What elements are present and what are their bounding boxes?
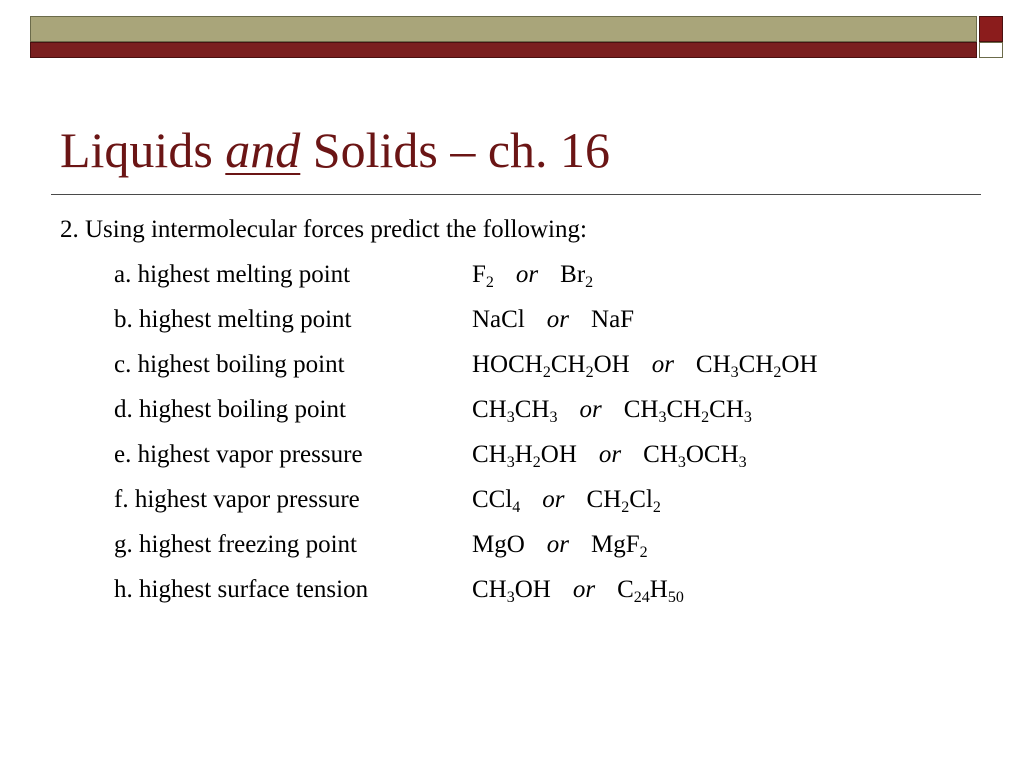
compound-right bbox=[560, 261, 594, 291]
compound-right bbox=[591, 306, 634, 333]
compound-left bbox=[472, 351, 630, 381]
or-connector: or bbox=[546, 531, 570, 558]
compound-left bbox=[472, 531, 525, 558]
formula-subscript: 3 bbox=[738, 454, 747, 471]
formula-subscript: 2 bbox=[652, 499, 661, 516]
compound-left bbox=[472, 441, 577, 471]
formula-text: Br bbox=[560, 261, 586, 288]
item-label: h. highest surface tension bbox=[114, 576, 369, 603]
compound-right bbox=[617, 576, 684, 606]
formula-text: CH bbox=[550, 351, 586, 378]
item-label: e. highest vapor pressure bbox=[114, 441, 363, 468]
header-band bbox=[30, 16, 977, 42]
item-label: b. highest melting point bbox=[114, 306, 352, 333]
formula-subscript: 3 bbox=[677, 454, 686, 471]
compound-pair bbox=[472, 528, 648, 562]
formula-subscript: 2 bbox=[639, 544, 648, 561]
compound-right bbox=[586, 486, 661, 516]
formula-subscript: 50 bbox=[667, 589, 684, 606]
formula-subscript: 2 bbox=[701, 409, 710, 426]
formula-text: CH bbox=[738, 351, 774, 378]
formula-subscript: 2 bbox=[773, 364, 782, 381]
or-connector: or bbox=[515, 261, 539, 288]
formula-text: H bbox=[649, 576, 668, 603]
formula-subscript: 24 bbox=[633, 589, 650, 606]
or-connector: or bbox=[542, 486, 565, 513]
compound-left bbox=[472, 396, 558, 426]
title-part-2: Solids – ch. 16 bbox=[300, 122, 611, 178]
item-label: c. highest boiling point bbox=[114, 351, 345, 378]
or-connector: or bbox=[598, 441, 622, 468]
item-label: f. highest vapor pressure bbox=[114, 486, 360, 513]
formula-text: NaCl bbox=[472, 306, 525, 333]
compound-pair bbox=[472, 483, 661, 517]
formula-subscript: 2 bbox=[621, 499, 630, 516]
compound-right bbox=[643, 441, 747, 471]
formula-subscript: 3 bbox=[506, 589, 515, 606]
formula-text: MgF bbox=[591, 531, 640, 558]
or-connector: or bbox=[651, 351, 674, 378]
formula-text: NaF bbox=[591, 306, 635, 333]
corner-square-outline bbox=[979, 42, 1003, 58]
compound-right bbox=[623, 396, 752, 426]
corner-square-filled bbox=[979, 16, 1003, 42]
formula-text: OH bbox=[593, 351, 630, 378]
compound-pair bbox=[472, 438, 747, 472]
formula-subscript: 3 bbox=[743, 409, 752, 426]
formula-text: OH bbox=[781, 351, 818, 378]
formula-text: CH bbox=[586, 486, 622, 513]
formula-text: CH bbox=[514, 396, 550, 423]
formula-subscript: 3 bbox=[658, 409, 667, 426]
formula-text: CH bbox=[472, 576, 507, 603]
formula-subscript: 2 bbox=[485, 274, 494, 291]
formula-subscript: 4 bbox=[512, 499, 521, 516]
formula-text: CH bbox=[695, 351, 731, 378]
formula-text: OH bbox=[540, 441, 577, 468]
formula-subscript: 2 bbox=[542, 364, 551, 381]
formula-text: C bbox=[617, 576, 634, 603]
or-connector: or bbox=[579, 396, 602, 423]
compound-pair bbox=[472, 573, 684, 607]
title-divider bbox=[51, 194, 981, 195]
formula-text: OH bbox=[514, 576, 551, 603]
formula-text: CH bbox=[472, 441, 507, 468]
header-stripe bbox=[30, 42, 977, 58]
slide-title bbox=[60, 118, 610, 182]
formula-subscript: 3 bbox=[506, 454, 515, 471]
formula-text: CH bbox=[666, 396, 702, 423]
item-label: g. highest freezing point bbox=[114, 531, 357, 558]
formula-text: CH bbox=[709, 396, 744, 423]
formula-text: MgO bbox=[472, 531, 525, 558]
formula-text: H bbox=[514, 441, 533, 468]
formula-text: CH bbox=[472, 396, 507, 423]
compound-pair bbox=[472, 393, 752, 427]
or-connector: or bbox=[572, 576, 596, 603]
formula-text: F bbox=[472, 261, 486, 288]
compound-pair bbox=[472, 258, 593, 292]
formula-subscript: 2 bbox=[585, 364, 594, 381]
formula-subscript: 3 bbox=[730, 364, 739, 381]
compound-right bbox=[695, 351, 818, 381]
formula-subscript: 2 bbox=[585, 274, 594, 291]
formula-subscript: 3 bbox=[506, 409, 515, 426]
compound-left bbox=[472, 306, 525, 333]
compound-right bbox=[591, 531, 648, 561]
question-prompt: 2. Using intermolecular forces predict the following: bbox=[60, 216, 587, 243]
title-emphasis: and bbox=[225, 122, 301, 178]
compound-left bbox=[472, 486, 521, 516]
formula-text: Cl bbox=[629, 486, 653, 513]
formula-text: CCl bbox=[472, 486, 513, 513]
formula-text: CH bbox=[623, 396, 659, 423]
compound-pair bbox=[472, 303, 634, 337]
item-label: d. highest boiling point bbox=[114, 396, 346, 423]
formula-subscript: 2 bbox=[532, 454, 541, 471]
formula-text: CH bbox=[643, 441, 678, 468]
formula-text: HOCH bbox=[472, 351, 543, 378]
compound-left bbox=[472, 261, 494, 291]
item-label: a. highest melting point bbox=[114, 261, 351, 288]
compound-left bbox=[472, 576, 551, 606]
compound-pair bbox=[472, 348, 818, 382]
formula-subscript: 3 bbox=[549, 409, 558, 426]
formula-text: OCH bbox=[685, 441, 739, 468]
or-connector: or bbox=[546, 306, 570, 333]
title-part-1: Liquids bbox=[60, 122, 226, 178]
